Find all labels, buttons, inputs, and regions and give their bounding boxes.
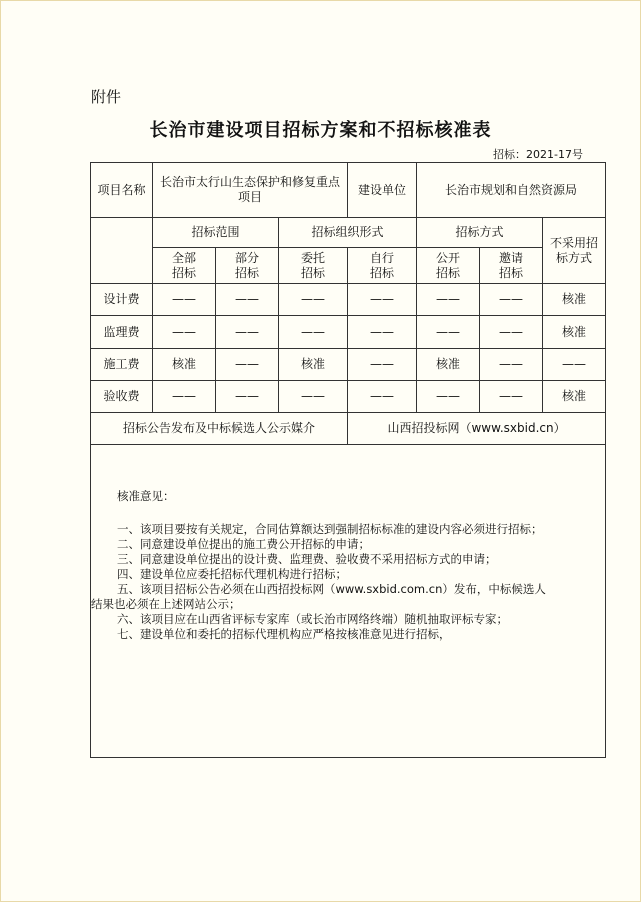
approval-table [90, 162, 606, 758]
cell: —— [480, 381, 543, 413]
construction-unit-label: 建设单位 [348, 163, 417, 218]
table-row [91, 381, 606, 413]
cell: 核准 [543, 284, 606, 316]
media-label: 招标公告发布及中标候选人公示媒介 [91, 413, 348, 445]
header-all: 全部招标 [153, 248, 216, 284]
opinion-item: 七、建设单位和委托的招标代理机构应严格按核准意见进行招标， [117, 627, 451, 641]
cell: —— [153, 284, 216, 316]
cell: —— [279, 381, 348, 413]
attachment-label: 附件 [91, 88, 122, 106]
opinion-heading: 核准意见： [117, 489, 175, 503]
opinion-item: 六、该项目应在山西省评标专家库（或长治市网络终端）随机抽取评标专家； [117, 612, 508, 626]
cell: 核准 [279, 349, 348, 381]
opinion-item: 二、同意建设单位提出的施工费公开招标的申请； [117, 537, 370, 551]
cell: —— [153, 381, 216, 413]
cell: —— [417, 381, 480, 413]
header-row-2 [91, 248, 606, 284]
cell: —— [348, 349, 417, 381]
cell: —— [348, 316, 417, 349]
media-value: 山西招投标网（www.sxbid.cn） [348, 413, 606, 445]
cell: —— [279, 316, 348, 349]
cell: —— [153, 316, 216, 349]
cell: —— [216, 284, 279, 316]
cell: —— [279, 284, 348, 316]
cell: —— [417, 284, 480, 316]
opinion-cell [91, 445, 606, 758]
header-open: 公开招标 [417, 248, 480, 284]
cell: —— [348, 381, 417, 413]
project-name-value: 长治市太行山生态保护和修复重点项目 [153, 163, 348, 218]
cell: —— [417, 316, 480, 349]
cell: 核准 [417, 349, 480, 381]
cell: 核准 [153, 349, 216, 381]
row-label: 施工费 [91, 349, 153, 381]
project-name-label: 项目名称 [91, 163, 153, 218]
header-row-1 [91, 218, 606, 248]
opinion-item: 五、该项目招标公告必须在山西招投标网（www.sxbid.com.cn）发布，中标候选人 [117, 582, 546, 596]
cell: —— [216, 349, 279, 381]
construction-unit-value: 长治市规划和自然资源局 [417, 163, 606, 218]
document-number: 招标：2021-17号 [493, 148, 583, 161]
cell: 核准 [543, 381, 606, 413]
cell: —— [480, 284, 543, 316]
table-row [91, 284, 606, 316]
row-label: 验收费 [91, 381, 153, 413]
header-invite: 邀请招标 [480, 248, 543, 284]
project-row [91, 163, 606, 218]
opinion-item: 一、该项目要按有关规定，合同估算额达到强制招标标准的建设内容必须进行招标； [117, 522, 543, 536]
header-scope: 招标范围 [153, 218, 279, 248]
header-no-method: 不采用招标方式 [543, 218, 606, 284]
cell: —— [543, 349, 606, 381]
cell: 核准 [543, 316, 606, 349]
opinion-item: 三、同意建设单位提出的设计费、监理费、验收费不采用招标方式的申请； [117, 552, 497, 566]
table-row [91, 316, 606, 349]
header-self: 自行招标 [348, 248, 417, 284]
opinion-item-continuation: 结果也必须在上述网站公示； [91, 597, 241, 611]
cell: —— [216, 316, 279, 349]
table-row [91, 349, 606, 381]
header-part: 部分招标 [216, 248, 279, 284]
header-method: 招标方式 [417, 218, 543, 248]
row-label: 监理费 [91, 316, 153, 349]
document-title: 长治市建设项目招标方案和不招标核准表 [149, 120, 492, 141]
cell: —— [216, 381, 279, 413]
cell: —— [480, 316, 543, 349]
header-org-form: 招标组织形式 [279, 218, 417, 248]
header-entrust: 委托招标 [279, 248, 348, 284]
opinion-item: 四、建设单位应委托招标代理机构进行招标； [117, 567, 347, 581]
media-row [91, 413, 606, 445]
header-blank [91, 218, 153, 284]
cell: —— [480, 349, 543, 381]
opinion-row [91, 445, 606, 758]
row-label: 设计费 [91, 284, 153, 316]
cell: —— [348, 284, 417, 316]
